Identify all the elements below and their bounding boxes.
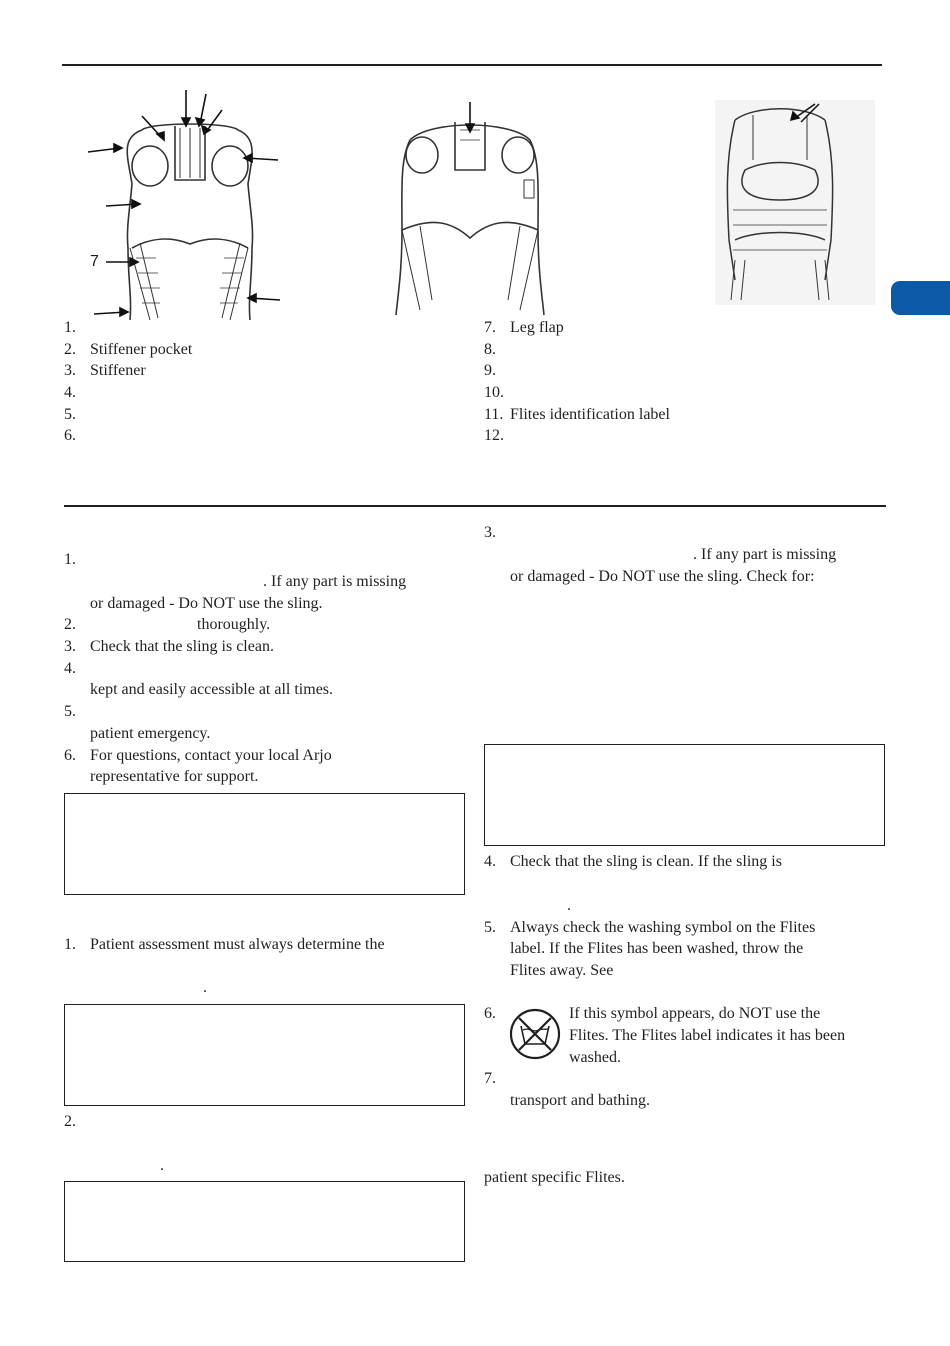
sling-figure-back [380, 100, 560, 320]
lc-step6-line2: representative for support. [90, 768, 259, 785]
rc-step6-line1: If this symbol appears, do NOT use the [569, 1005, 821, 1022]
lc-b-step2-num: 2. [64, 1113, 76, 1130]
lc-step6-num: 6. [64, 747, 76, 764]
part-item-10-num: 10. [484, 384, 504, 401]
rc-footer-text: patient specific Flites. [484, 1169, 625, 1186]
chapter-tab [891, 281, 950, 315]
lc-b-step2-end: . [160, 1157, 164, 1174]
rc-step3-line2: . If any part is missing [693, 546, 837, 563]
part-item-5-num: 5. [64, 406, 76, 423]
part-item-2-label: Stiffener pocket [90, 341, 193, 358]
rc-step6-line3: washed. [569, 1049, 621, 1066]
rc-step3-line3: or damaged - Do NOT use the sling. Check for: [510, 568, 815, 585]
rc-step7-num: 7. [484, 1070, 496, 1087]
rc-step5-num: 5. [484, 919, 496, 936]
lc-step6-line1: For questions, contact your local Arjo [90, 747, 332, 764]
part-item-9-num: 9. [484, 362, 496, 379]
rc-notice-box [484, 744, 885, 846]
rc-step4-num: 4. [484, 853, 496, 870]
part-item-1-num: 1. [64, 319, 76, 336]
do-not-wash-icon [509, 1008, 561, 1060]
section-rule [64, 505, 886, 507]
rc-step6-line2: Flites. The Flites label indicates it has been [569, 1027, 846, 1044]
lc-step3-text: Check that the sling is clean. [90, 638, 274, 655]
part-item-6-num: 6. [64, 427, 76, 444]
rc-step4-text: Check that the sling is clean. If the sling is [510, 853, 782, 870]
header-rule [62, 64, 882, 66]
part-item-11-num: 11. [484, 406, 504, 423]
lc-step2-num: 2. [64, 616, 76, 633]
rc-step5-line2: label. If the Flites has been washed, throw the [510, 940, 804, 957]
part-item-4-num: 4. [64, 384, 76, 401]
lc-step2-text: thoroughly. [197, 616, 271, 633]
lc-notice-box-2 [64, 1004, 465, 1106]
rc-step5-line3: Flites away. See [510, 962, 614, 979]
lc-b-step1-text: Patient assessment must always determine the [90, 936, 385, 953]
lc-step3-num: 3. [64, 638, 76, 655]
lc-b-step1-end: . [203, 979, 207, 996]
lc-step1-line2: . If any part is missing [263, 573, 407, 590]
part-item-8-num: 8. [484, 341, 496, 358]
part-item-7-num: 7. [484, 319, 496, 336]
rc-step3-num: 3. [484, 524, 496, 541]
rc-step5-line1: Always check the washing symbol on the Flites [510, 919, 816, 936]
rc-step6-num: 6. [484, 1005, 496, 1022]
lc-step5-line2: patient emergency. [90, 725, 211, 742]
lc-notice-box-3 [64, 1181, 465, 1262]
callout-7: 7 [90, 253, 99, 270]
rc-step7-line2: transport and bathing. [510, 1092, 650, 1109]
lc-step5-num: 5. [64, 703, 76, 720]
lc-step1-num: 1. [64, 551, 76, 568]
part-item-2-num: 2. [64, 341, 76, 358]
part-item-3-label: Stiffener [90, 362, 146, 379]
rc-step4-end: . [567, 897, 571, 914]
lc-step4-num: 4. [64, 660, 76, 677]
lc-step1-line3: or damaged - Do NOT use the sling. [90, 595, 323, 612]
lc-notice-box-1 [64, 793, 465, 895]
part-item-12-num: 12. [484, 427, 504, 444]
part-item-7-label: Leg flap [510, 319, 564, 336]
sling-figure-front [80, 88, 290, 328]
lc-b-step1-num: 1. [64, 936, 76, 953]
lc-step4-line2: kept and easily accessible at all times. [90, 681, 334, 698]
part-item-3-num: 3. [64, 362, 76, 379]
part-item-11-label: Flites identification label [510, 406, 670, 423]
sling-figure-rear [715, 100, 875, 305]
